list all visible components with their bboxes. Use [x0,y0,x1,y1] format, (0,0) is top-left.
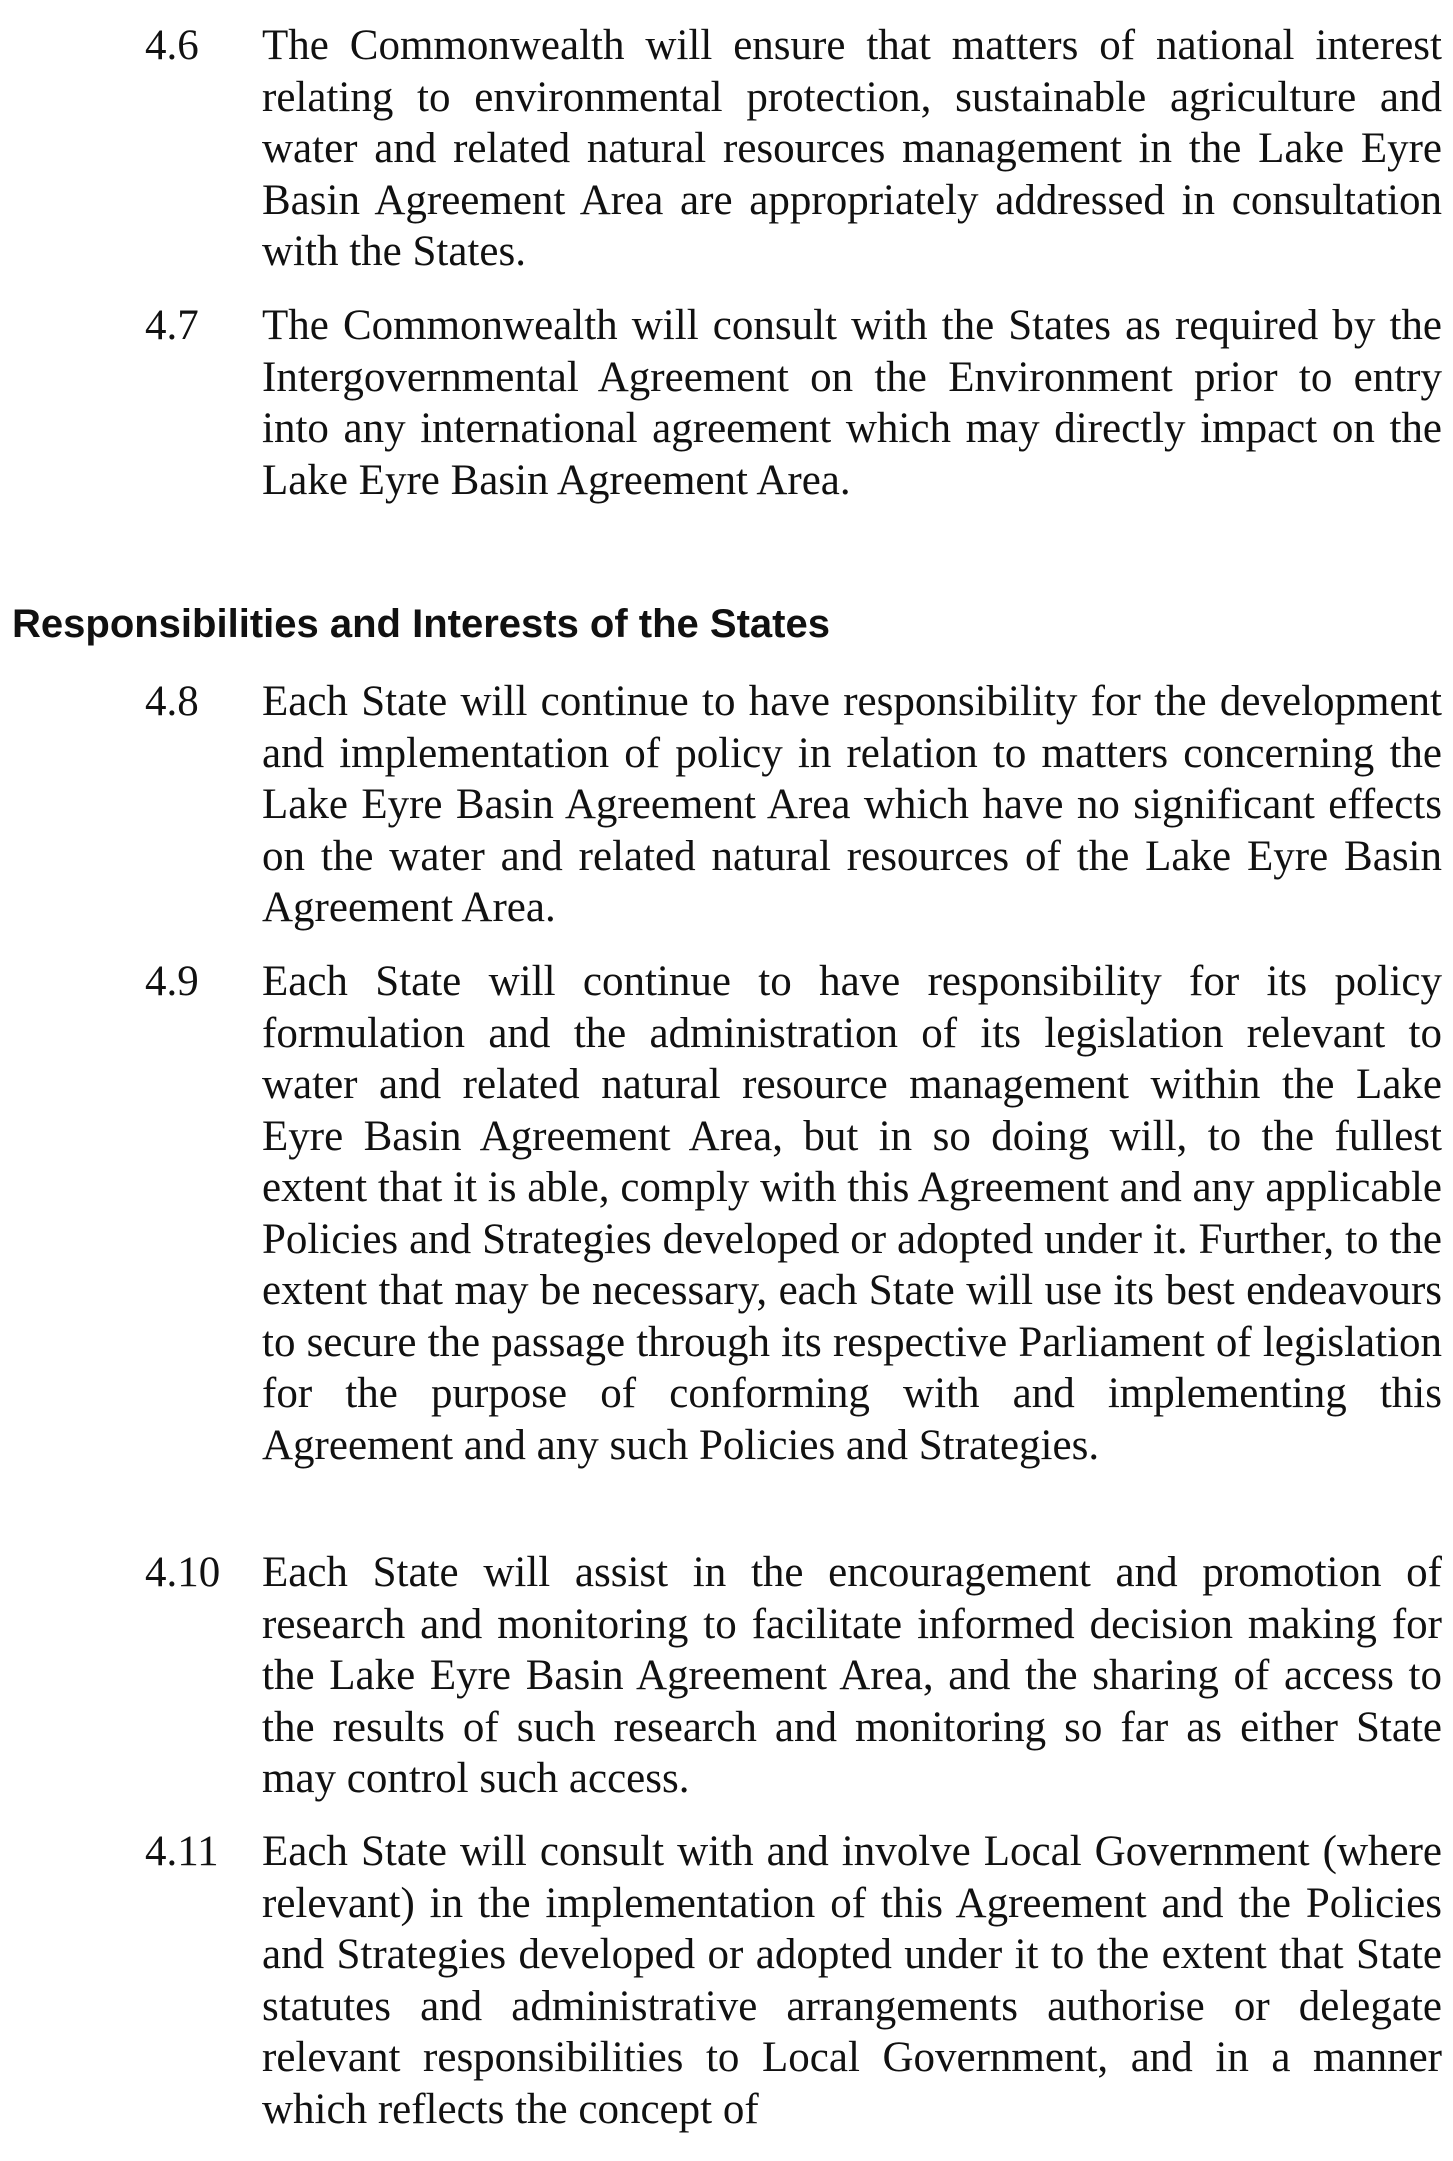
clause-text: The Commonwealth will ensure that matters of national interest relating to environmental protection, sustainable agriculture and water and related natural resources management in the Lake Eyre Basin Agreement Area are appropriately addressed in consultation with the States. [262,22,1442,275]
clause-number: 4.11 [145,1828,219,1875]
clause-number: 4.10 [145,1549,221,1596]
clause-number: 4.9 [145,958,199,1005]
clause-number: 4.6 [145,22,199,69]
clause-text: Each State will consult with and involve Local Government (where relevant) in the implementation of this Agreement and the Policies and Strategies developed or adopted under it to the extent that State statutes and administrative arrangements authorise or delegate relevant responsibilities to Local Government, and in a manner which reflects the concept of [262,1828,1442,2133]
clause-text: The Commonwealth will consult with the States as required by the Intergovernmental Agreement on the Environment prior to entry into any international agreement which may directly impact on the Lake Eyre Basin Agreement Area. [262,302,1442,504]
clause-text: Each State will assist in the encouragement and promotion of research and monitoring to facilitate informed decision making for the Lake Eyre Basin Agreement Area, and the sharing of access to the results of such research and monitoring so far as either State may control such access. [262,1549,1442,1802]
clause-text: Each State will continue to have responsibility for the development and implementation of policy in relation to matters concerning the Lake Eyre Basin Agreement Area which have no significant effects on the water and related natural resources of the Lake Eyre Basin Agreement Area. [262,678,1442,931]
clause-number: 4.8 [145,678,199,725]
clause-text: Each State will continue to have responsibility for its policy formulation and the administration of its legislation relevant to water and related natural resource management within the Lake Eyre Basin Agreement Area, but in so doing will, to the fullest extent that it is able, comply with this Agreement and any applicable Policies and Strategies developed or adopted under it. Further, to the extent that may be necessary, each State will use its best endeavours to secure the passage through its respective Parliament of legislation for the purpose of conforming with and implementing this Agreement and any such Policies and Strategies. [262,958,1442,1469]
section-heading: Responsibilities and Interests of the States [12,602,830,646]
clause-number: 4.7 [145,302,199,349]
